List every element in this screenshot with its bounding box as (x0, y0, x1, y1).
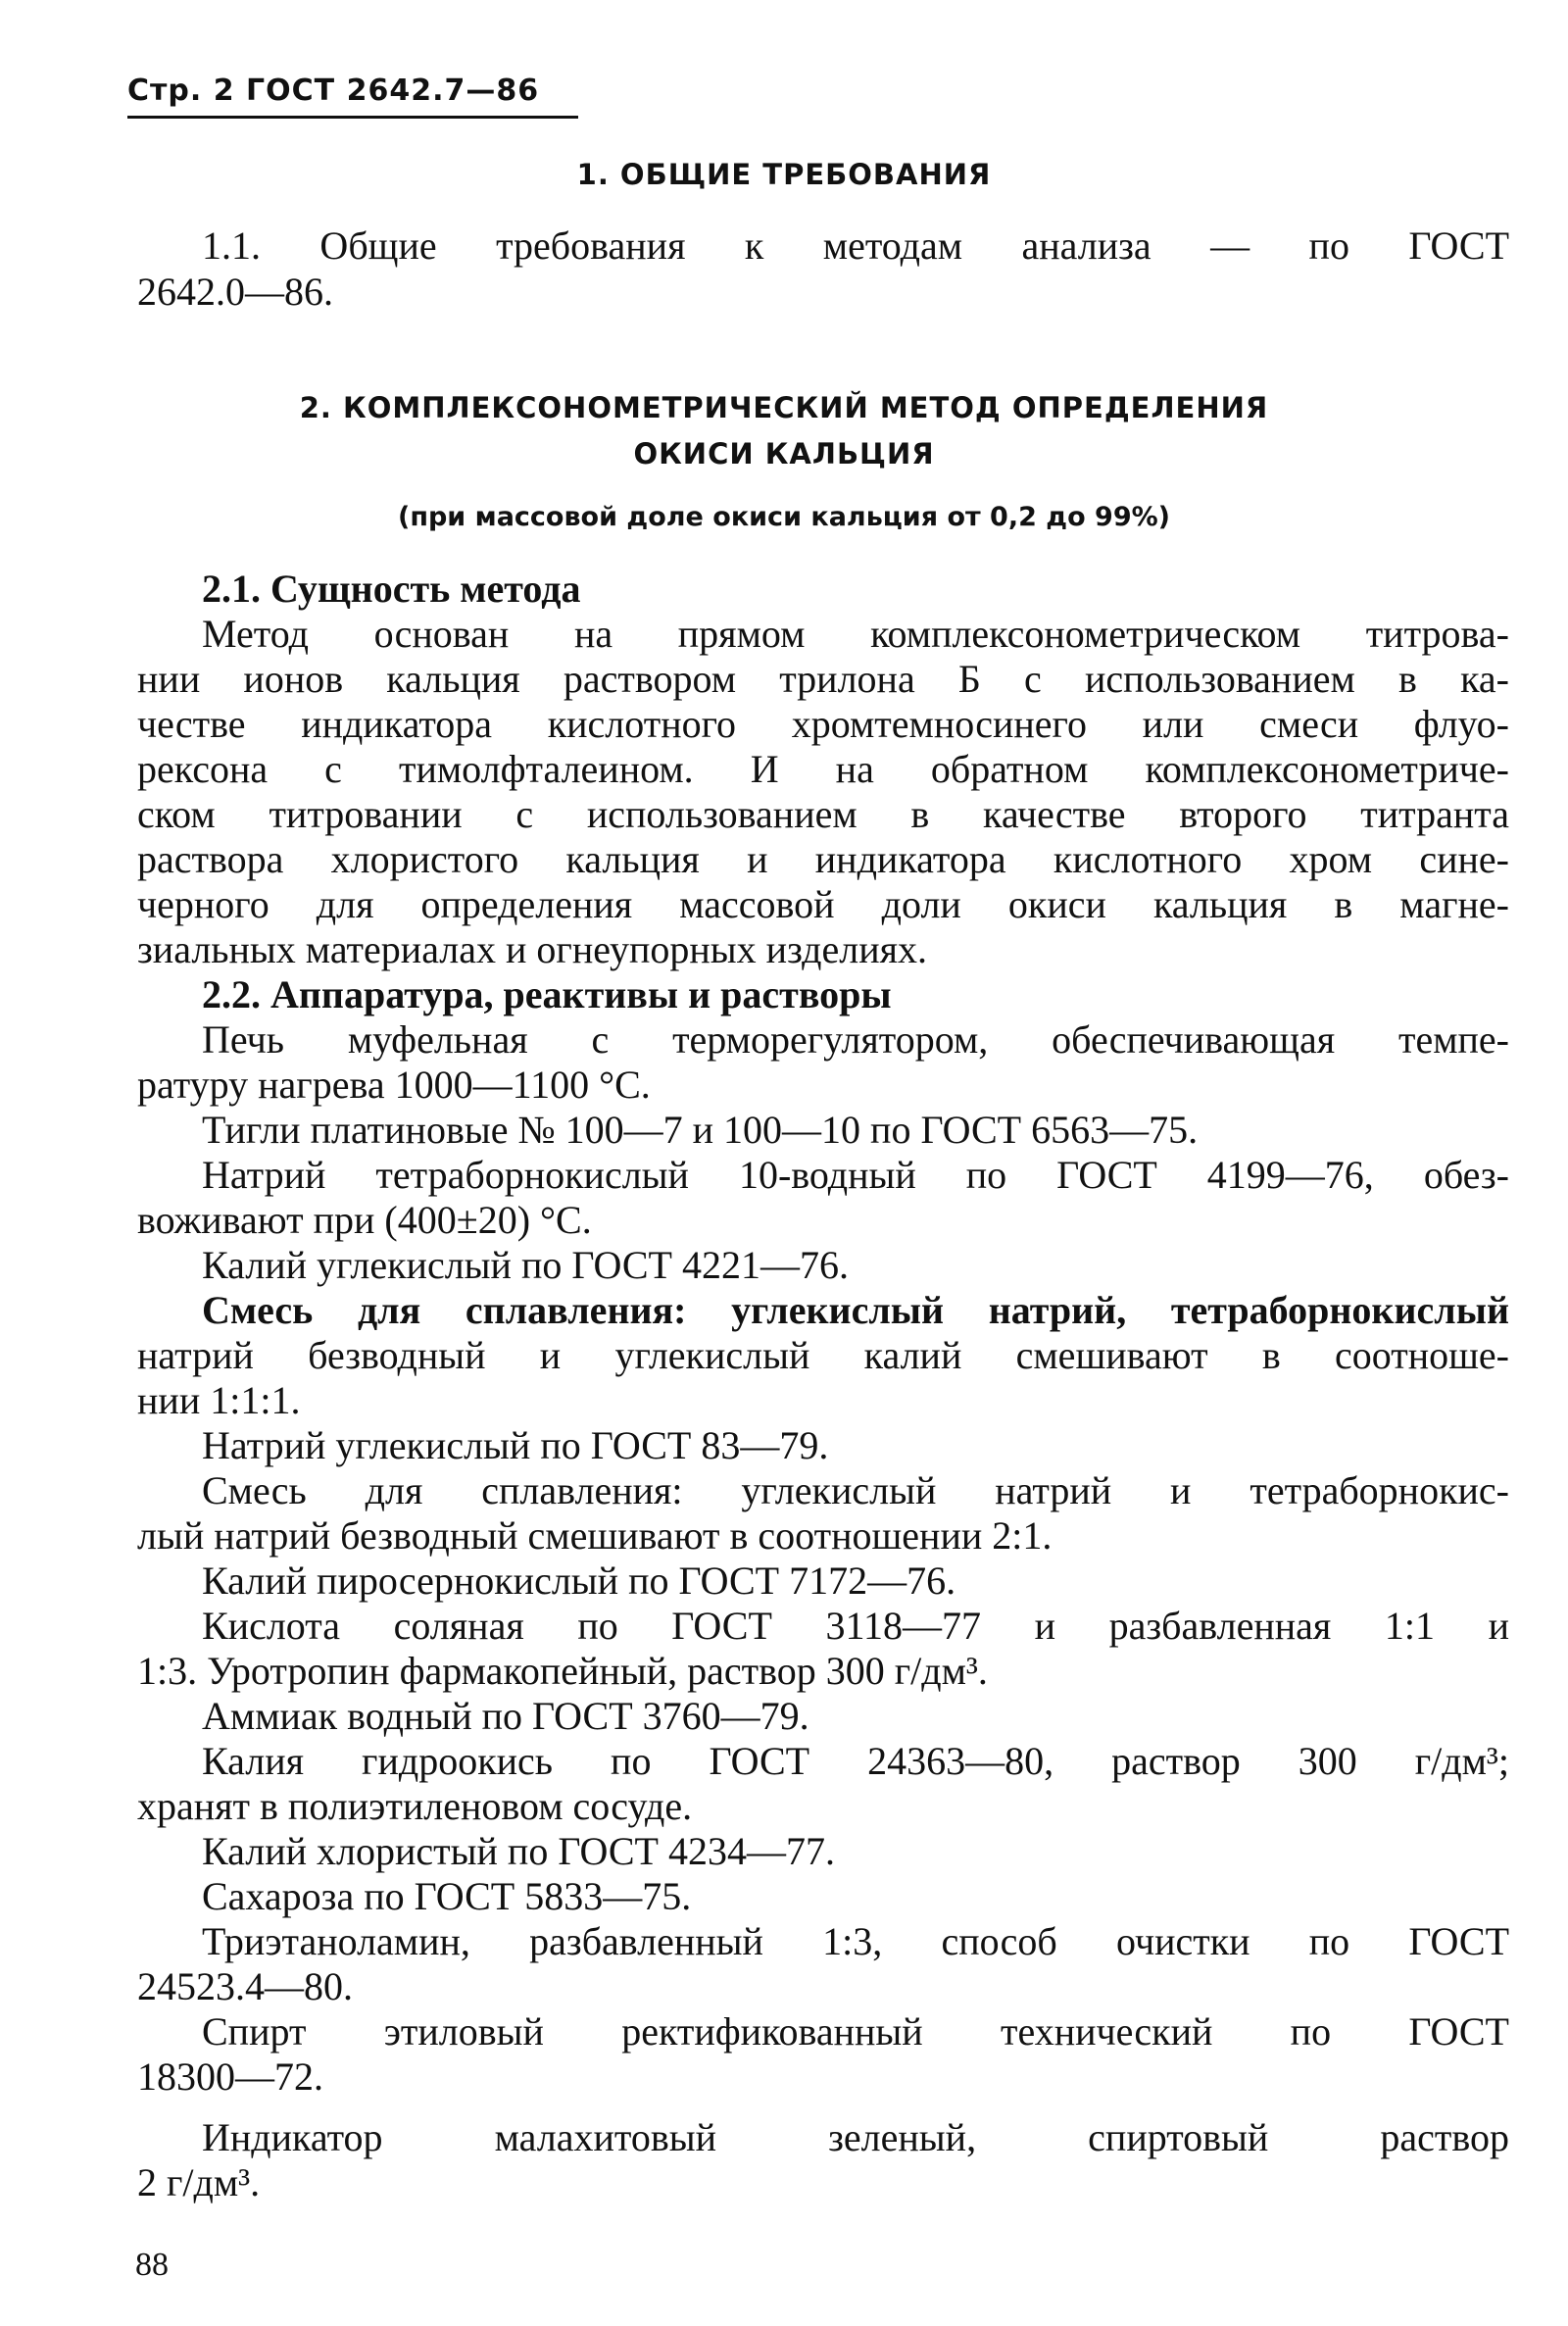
mix-1-line-2: натрий безводный и углекислый калий смешивают в соотноше- (137, 1333, 1509, 1377)
koh-line-2: хранят в полиэтиленовом сосуде. (137, 1784, 693, 1828)
hcl-line-2: 1:3. Уротропин фармакопейный, раствор 300 г/дм³. (137, 1649, 988, 1693)
clause-1-1-line-1: 1.1. Общие требования к методам анализа — по ГОСТ (202, 223, 1509, 268)
ammonia-line: Аммиак водный по ГОСТ 3760—79. (202, 1694, 809, 1738)
section-2-subtitle: (при массовой доле окиси кальция от 0,2 до 99%) (397, 502, 1170, 532)
mix-2-line-2: лый натрий безводный смешивают в соотношении 2:1. (137, 1513, 1053, 1558)
mix-1-line-3: нии 1:1:1. (137, 1378, 301, 1422)
koh-line-1: Калия гидроокись по ГОСТ 24363—80, раствор 300 г/дм³; (202, 1739, 1509, 1783)
oven-line-2: ратуру нагрева 1000—1100 °С. (137, 1063, 651, 1107)
clause-2-1-line: ском титровании с использованием в качестве второго титранта (137, 792, 1509, 836)
mix-1-line-1: Смесь для сплавления: углекислый натрий, тетраборнокислый (202, 1288, 1509, 1332)
crucibles-line: Тигли платиновые № 100—7 и 100—10 по ГОСТ 6563—75. (202, 1108, 1199, 1152)
clause-2-1-line: нии ионов кальция раствором трилона Б с использованием в ка- (137, 657, 1509, 701)
triethanolamine-line-1: Триэтаноламин, разбавленный 1:3, способ очистки по ГОСТ (202, 1919, 1509, 1963)
clause-2-1-line: честве индикатора кислотного хромтемносинего или смеси флуо- (137, 702, 1509, 746)
section-2-title-line-2: ОКИСИ КАЛЬЦИЯ (633, 437, 935, 470)
header-rule (127, 116, 578, 119)
clause-2-1-line: Метод основан на прямом комплексонометрическом титрова- (202, 612, 1509, 656)
clause-2-1-heading: 2.1. Сущность метода (202, 567, 581, 611)
malachite-line-1: Индикатор малахитовый зеленый, спиртовый раствор (202, 2115, 1509, 2159)
alcohol-line-2: 18300—72. (137, 2054, 323, 2099)
page-header: Стр. 2 ГОСТ 2642.7—86 (127, 74, 540, 108)
kcl-line: Калий хлористый по ГОСТ 4234—77. (202, 1829, 835, 1873)
pyrosulfate-line: Калий пиросернокислый по ГОСТ 7172—76. (202, 1559, 956, 1603)
potash-line: Калий углекислый по ГОСТ 4221—76. (202, 1243, 849, 1287)
mix-2-line-1: Смесь для сплавления: углекислый натрий и тетраборнокис- (202, 1468, 1509, 1512)
section-2-title-line-1: 2. КОМПЛЕКСОНОМЕТРИЧЕСКИЙ МЕТОД ОПРЕДЕЛЕНИЯ (299, 391, 1269, 424)
borax-line-2: воживают при (400±20) °С. (137, 1198, 592, 1242)
clause-2-2-heading: 2.2. Аппаратура, реактивы и растворы (202, 972, 892, 1016)
alcohol-line-1: Спирт этиловый ректификованный технический по ГОСТ (202, 2009, 1509, 2054)
clause-2-1-line: раствора хлористого кальция и индикатора кислотного хром сине- (137, 837, 1509, 881)
clause-1-1-line-2: 2642.0—86. (137, 270, 333, 314)
oven-line-1: Печь муфельная с терморегулятором, обеспечивающая темпе- (202, 1017, 1509, 1062)
triethanolamine-line-2: 24523.4—80. (137, 1964, 353, 2008)
soda-line: Натрий углекислый по ГОСТ 83—79. (202, 1423, 829, 1467)
clause-2-1-line: зиальных материалах и огнеупорных изделиях. (137, 927, 928, 971)
clause-2-1-line: черного для определения массовой доли окиси кальция в магне- (137, 882, 1509, 926)
malachite-line-2: 2 г/дм³. (137, 2160, 261, 2204)
section-1-title: 1. ОБЩИЕ ТРЕБОВАНИЯ (576, 158, 992, 191)
clause-2-1-line: рексона с тимолфталеином. И на обратном комплексонометриче- (137, 747, 1509, 791)
borax-line-1: Натрий тетраборнокислый 10-водный по ГОСТ 4199—76, обез- (202, 1153, 1509, 1197)
sucrose-line: Сахароза по ГОСТ 5833—75. (202, 1874, 692, 1918)
hcl-line-1: Кислота соляная по ГОСТ 3118—77 и разбавленная 1:1 и (202, 1604, 1509, 1648)
page-number: 88 (135, 2247, 169, 2283)
